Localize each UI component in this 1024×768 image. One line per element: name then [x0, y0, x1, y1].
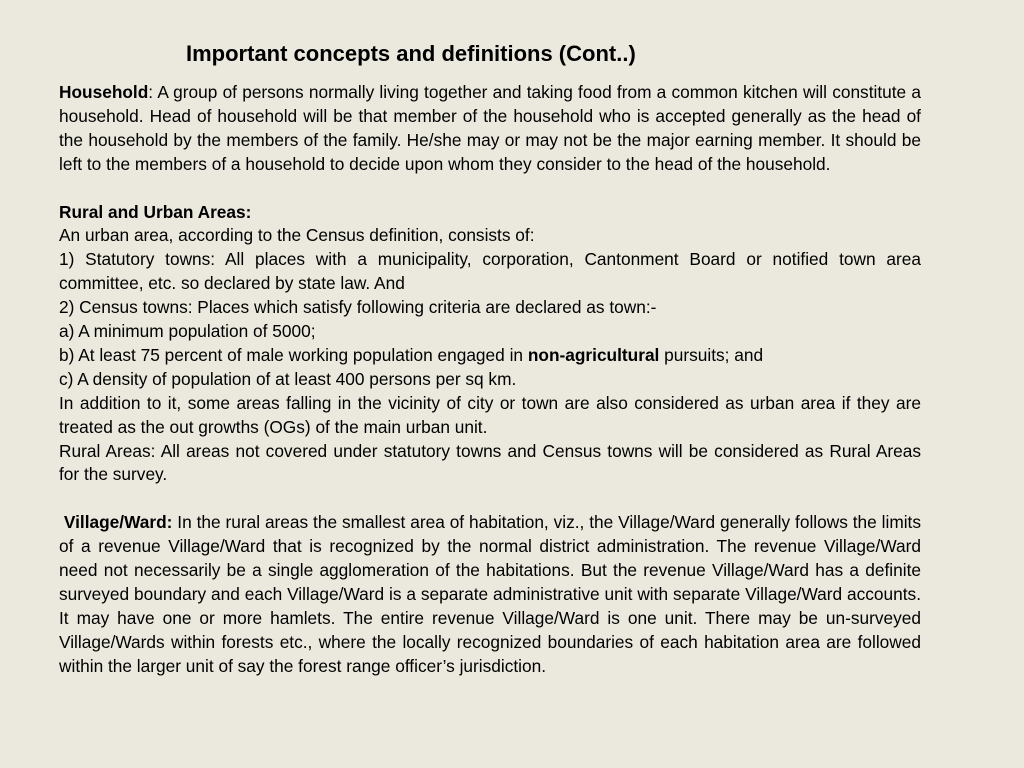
criteria-a: a) A minimum population of 5000;: [59, 321, 316, 342]
household-paragraph: [59, 81, 921, 177]
village-ward-paragraph: [59, 511, 921, 678]
statutory-towns: 1) Statutory towns: All places with a municipality, corporation, Cantonment Board or notified town area committee, etc. so declared by state law. And: [59, 249, 921, 294]
slide-title: Important concepts and definitions (Cont..): [186, 41, 636, 66]
rural-urban-heading-text: Rural and Urban Areas:: [59, 201, 252, 222]
criteria-b-post: pursuits; and: [659, 344, 764, 365]
household-term: Household: [59, 82, 149, 102]
rural-urban-heading: [59, 201, 921, 225]
rural-areas: Rural Areas: All areas not covered under statutory towns and Census towns will be considered as Rural Areas for the survey.: [59, 440, 921, 485]
criteria-b: [59, 344, 921, 368]
spacer: [59, 177, 921, 201]
slide-content: [59, 81, 921, 679]
village-ward-term: Village/Ward:: [63, 512, 173, 533]
urban-intro: An urban area, according to the Census definition, consists of:: [59, 225, 535, 246]
outgrowths: In addition to it, some areas falling in the vicinity of city or town are also considered as urban area if they are treated as the out growths (OGs) of the main urban unit.: [59, 392, 921, 437]
criteria-c: c) A density of population of at least 400 persons per sq km.: [59, 368, 517, 389]
household-text: : A group of persons normally living together and taking food from a common kitchen will constitute a household. Head of household will be that member of the household who is accepted generally as the head of the household by the members of the family. He/she may or may not be the major earning member. It should be left to the members of a household to decide upon whom they consider to the head of the household.: [59, 82, 921, 174]
criteria-b-pre: b) At least 75 percent of male working population engaged in: [59, 344, 528, 365]
criteria-b-bold: non-agricultural: [527, 344, 660, 365]
census-towns: 2) Census towns: Places which satisfy following criteria are declared as town:-: [59, 297, 657, 318]
spacer: [59, 487, 921, 511]
village-ward-text: In the rural areas the smallest area of habitation, viz., the Village/Ward generally follows the limits of a revenue Village/Ward that is recognized by the normal district administration. The revenue Village/Ward need not necessarily be a single agglomeration of the habitations. But the revenue Village/Ward has a definite surveyed boundary and each Village/Ward is a separate administrative unit with separate Village/Ward accounts. It may have one or more hamlets. The entire revenue Village/Ward is one unit. There may be un-surveyed Village/Wards within forests etc., where the locally recognized boundaries of each habitation area are followed within the larger unit of say the forest range officer’s jurisdiction.: [59, 512, 921, 676]
